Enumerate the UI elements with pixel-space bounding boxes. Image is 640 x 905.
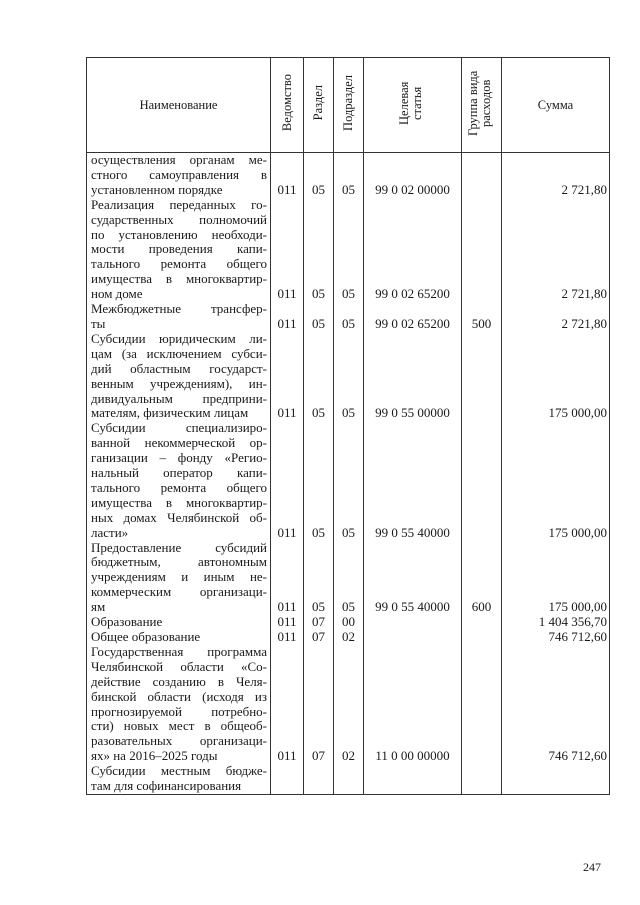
row-razdel: 05: [304, 541, 334, 616]
row-name-line: Реализация переданных го-: [91, 196, 267, 212]
row-name-line: ях» на 2016–2025 годы: [91, 748, 218, 764]
row-target-article: [364, 630, 462, 645]
row-name-line: ты: [91, 315, 106, 331]
row-name-line: установленном порядке: [91, 181, 223, 197]
row-podrazdel: 05: [334, 541, 364, 616]
row-name-line: ласти»: [91, 524, 129, 540]
row-sum: 746 712,60: [502, 645, 610, 764]
header-name: Наименование: [87, 58, 271, 153]
row-name: [87, 198, 271, 302]
row-name: [87, 630, 271, 645]
header-podrazdel: Подраздел: [334, 58, 364, 153]
row-name-line: нальный оператор капи-: [91, 465, 267, 481]
row-podrazdel: 05: [334, 153, 364, 198]
row-target-article: 99 0 02 65200: [364, 302, 462, 332]
row-podrazdel: 02: [334, 645, 364, 764]
row-name-line: мости проведения капи-: [91, 241, 267, 257]
budget-table: [86, 57, 610, 795]
row-vedomstvo: 011: [271, 302, 304, 332]
row-name-line: имущества в многоквартир-: [91, 271, 267, 287]
page-number: 247: [583, 860, 601, 874]
header-sum: Сумма: [502, 58, 610, 153]
row-target-article: 99 0 02 65200: [364, 198, 462, 302]
table-row: [87, 302, 610, 332]
row-expense-group: [462, 764, 502, 794]
table-row: [87, 332, 610, 421]
header-target-article: Целевая статья: [364, 58, 462, 153]
row-razdel: 07: [304, 615, 334, 630]
row-name-line: ном доме: [91, 286, 143, 302]
row-name-line: Государственная программа: [91, 643, 267, 659]
row-name: [87, 764, 271, 794]
row-name-line: осуществления органам ме-: [91, 152, 267, 167]
table-row: [87, 615, 610, 630]
table-body: [87, 153, 610, 795]
row-expense-group: [462, 332, 502, 421]
row-expense-group: [462, 421, 502, 540]
row-sum: 746 712,60: [502, 630, 610, 645]
table-row: [87, 645, 610, 764]
row-razdel: 07: [304, 645, 334, 764]
row-target-article: [364, 764, 462, 794]
row-name: [87, 153, 271, 198]
header-vedomstvo: Ведомство: [271, 58, 304, 153]
row-target-article: 99 0 55 00000: [364, 332, 462, 421]
row-vedomstvo: 011: [271, 615, 304, 630]
row-name-line: разовательных организаци-: [91, 733, 267, 749]
row-name-line: действие созданию в Челя-: [91, 673, 267, 689]
row-razdel: 05: [304, 421, 334, 540]
row-target-article: 99 0 55 40000: [364, 541, 462, 616]
row-vedomstvo: 011: [271, 645, 304, 764]
row-razdel: 07: [304, 630, 334, 645]
row-name: [87, 615, 271, 630]
row-razdel: 05: [304, 153, 334, 198]
row-podrazdel: [334, 764, 364, 794]
row-name-line: ванной некоммерческой ор-: [91, 435, 267, 451]
row-podrazdel: 02: [334, 630, 364, 645]
row-name: [87, 302, 271, 332]
row-name-line: ганизации – фонду «Регио-: [91, 450, 267, 466]
row-target-article: [364, 615, 462, 630]
table-header: [87, 58, 610, 153]
row-podrazdel: 05: [334, 198, 364, 302]
row-target-article: 99 0 02 00000: [364, 153, 462, 198]
row-name: [87, 541, 271, 616]
row-name-line: там для софинансирования: [91, 778, 242, 794]
row-expense-group: 500: [462, 302, 502, 332]
row-name-line: венным учреждениям), ин-: [91, 375, 267, 391]
row-name: [87, 421, 271, 540]
row-expense-group: [462, 630, 502, 645]
row-sum: 2 721,80: [502, 198, 610, 302]
header-razdel: Раздел: [304, 58, 334, 153]
row-name-line: сти) новых мест в общеоб-: [91, 718, 267, 734]
row-razdel: 05: [304, 332, 334, 421]
row-name-line: дивидуальным предприни-: [91, 390, 267, 406]
table-row: [87, 421, 610, 540]
row-name-line: цам (за исключением субси-: [91, 345, 267, 361]
row-podrazdel: 05: [334, 421, 364, 540]
header-expense-group: Группа вида расходов: [462, 58, 502, 153]
row-vedomstvo: 011: [271, 630, 304, 645]
table-row: [87, 630, 610, 645]
row-podrazdel: 00: [334, 615, 364, 630]
row-name-line: Субсидии специализиро-: [91, 420, 267, 436]
row-name-line: коммерческим организаци-: [91, 584, 267, 600]
row-name-line: Межбюджетные трансфер-: [91, 301, 267, 317]
row-podrazdel: 05: [334, 302, 364, 332]
row-name-line: Субсидии местным бюдже-: [91, 763, 267, 779]
row-target-article: 11 0 00 00000: [364, 645, 462, 764]
row-name-line: мателям, физическим лицам: [91, 405, 249, 421]
row-sum: 2 721,80: [502, 153, 610, 198]
row-vedomstvo: 011: [271, 421, 304, 540]
row-expense-group: [462, 645, 502, 764]
row-name-line: ных домах Челябинской об-: [91, 509, 267, 525]
row-name-line: стного самоуправления в: [91, 166, 267, 182]
row-vedomstvo: 011: [271, 198, 304, 302]
row-expense-group: [462, 198, 502, 302]
row-name-line: сударственных полномочий: [91, 211, 267, 227]
row-name: [87, 332, 271, 421]
row-sum: 175 000,00: [502, 332, 610, 421]
row-name-line: тального ремонта общего: [91, 256, 267, 272]
row-name-line: Предоставление субсидий: [91, 539, 267, 555]
row-name-line: имущества в многоквартир-: [91, 494, 267, 510]
row-name-line: дий областным государст-: [91, 360, 267, 376]
row-name-line: Образование: [91, 614, 163, 630]
row-sum: 2 721,80: [502, 302, 610, 332]
row-vedomstvo: [271, 764, 304, 794]
row-vedomstvo: 011: [271, 541, 304, 616]
table-row: [87, 153, 610, 198]
row-vedomstvo: 011: [271, 153, 304, 198]
row-sum: 175 000,00: [502, 421, 610, 540]
row-name-line: учреждениям и иным не-: [91, 569, 267, 585]
row-target-article: 99 0 55 40000: [364, 421, 462, 540]
table-row: [87, 541, 610, 616]
row-vedomstvo: 011: [271, 332, 304, 421]
row-sum: 1 404 356,70: [502, 615, 610, 630]
row-name-line: прогнозируемой потребно-: [91, 703, 267, 719]
table-row: [87, 764, 610, 794]
row-razdel: 05: [304, 302, 334, 332]
row-name-line: бинской области (исходя из: [91, 688, 267, 704]
row-sum: 175 000,00: [502, 541, 610, 616]
table-row: [87, 198, 610, 302]
row-razdel: 05: [304, 198, 334, 302]
row-name-line: Челябинской области «Со-: [91, 658, 267, 674]
row-name: [87, 645, 271, 764]
row-name-line: Общее образование: [91, 629, 201, 644]
row-podrazdel: 05: [334, 332, 364, 421]
row-sum: [502, 764, 610, 794]
row-name-line: по установлению необходи-: [91, 226, 267, 242]
row-name-line: тального ремонта общего: [91, 479, 267, 495]
row-expense-group: [462, 153, 502, 198]
row-name-line: ям: [91, 599, 106, 615]
row-name-line: Субсидии юридическим ли-: [91, 330, 267, 346]
row-expense-group: 600: [462, 541, 502, 616]
row-razdel: [304, 764, 334, 794]
row-name-line: бюджетным, автономным: [91, 554, 267, 570]
row-expense-group: [462, 615, 502, 630]
